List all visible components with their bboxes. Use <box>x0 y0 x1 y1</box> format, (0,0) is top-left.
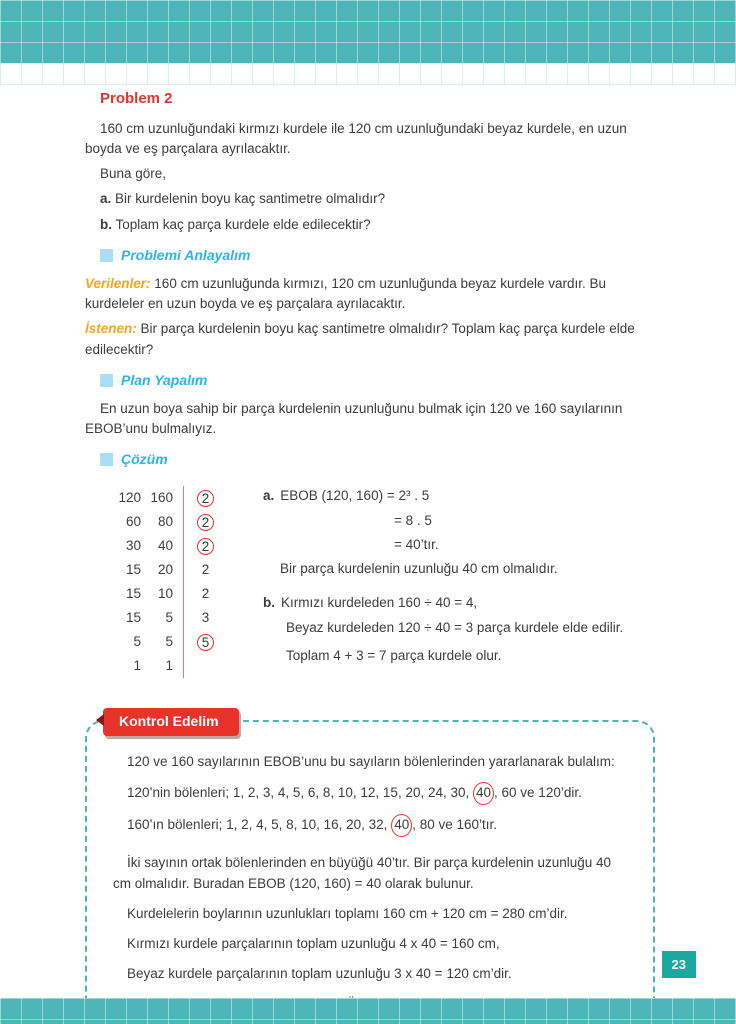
divisor-cell <box>183 558 227 582</box>
check-p2 <box>113 782 627 805</box>
dividend-right: 20 <box>157 562 173 578</box>
plan-text: En uzun boya sahip bir parça kurdelenin uzunluğunu bulmak için 120 ve 160 sayılarının EBOB’unu bulmalıyız. <box>85 400 623 436</box>
divisor: 3 <box>201 610 210 626</box>
problem-lead-in: Buna göre, <box>100 166 167 181</box>
part-a-line3: = 40’tır. <box>394 536 439 552</box>
circled-gcd-value: 40 <box>391 814 412 837</box>
problem-intro: 160 cm uzunluğundaki kırmızı kurdele ile 120 cm uzunluğundaki beyaz kurdele, en uzun boyda ve eş parçalara ayrılacaktır. <box>85 120 627 156</box>
dividend-right: 5 <box>165 634 173 650</box>
check-p2-after: , 60 ve 120’dir. <box>494 785 582 801</box>
factor-table-row <box>107 630 245 654</box>
page-content <box>85 88 655 1024</box>
bottom-grid-decoration <box>0 998 736 1024</box>
dividend-right: 10 <box>157 586 173 602</box>
item-a-text: Bir kurdelenin boyu kaç santimetre olmalıdır? <box>115 191 386 207</box>
check-title-ribbon <box>103 708 239 736</box>
dividend-right: 1 <box>165 658 173 674</box>
problem-item-b <box>85 215 655 235</box>
section-plan <box>85 370 655 391</box>
circled-gcd-value: 40 <box>473 782 494 805</box>
divisor-cell <box>183 630 227 654</box>
wanted-label: İstenen: <box>85 321 137 337</box>
dividend-left: 15 <box>125 586 141 602</box>
given-label: Verilenler: <box>85 275 151 291</box>
dividend-left: 5 <box>133 634 141 650</box>
dividend-right: 160 <box>150 490 173 506</box>
dividend-right: 40 <box>157 538 173 554</box>
check-p7: Beyaz kurdele parçalarının toplam uzunluğu 3 x 40 = 120 cm’dir. <box>127 965 512 981</box>
top-grid-fade <box>0 63 736 85</box>
part-b-line1 <box>263 593 655 613</box>
factor-table-row <box>107 654 245 678</box>
top-grid-decoration <box>0 0 736 63</box>
factor-table-row <box>107 606 245 630</box>
section-plan-title: Plan Yapalım <box>121 371 208 388</box>
factor-table <box>107 486 245 678</box>
circled-divisor: 2 <box>197 514 214 531</box>
given-text: 160 cm uzunluğunda kırmızı, 120 cm uzunluğunda beyaz kurdele vardır. Bu kurdeleler en uzun boyda ve eş parçalara ayrılacaktır. <box>85 275 607 311</box>
part-a-line1 <box>263 486 655 506</box>
check-p5: Kurdelelerin boylarının uzunlukları toplamı 160 cm + 120 cm = 280 cm’dir. <box>127 905 568 921</box>
part-b-line2: Beyaz kurdeleden 120 ÷ 40 = 3 parça kurdele elde edilir. <box>286 619 624 635</box>
dividend-left: 30 <box>125 538 141 554</box>
section-understand <box>85 245 655 266</box>
check-p3-after: , 80 ve 160’tır. <box>412 817 498 833</box>
dividend-right: 5 <box>165 610 173 626</box>
factor-table-row <box>107 534 245 558</box>
factor-table-row <box>107 558 245 582</box>
check-p3 <box>113 814 627 837</box>
dividend-left: 15 <box>125 562 141 578</box>
section-bullet-icon <box>100 374 113 387</box>
item-b-text: Toplam kaç parça kurdele elde edilecektir? <box>115 216 371 232</box>
check-title: Kontrol Edelim <box>119 713 219 730</box>
divisor-cell <box>183 582 227 606</box>
check-p1: 120 ve 160 sayılarının EBOB’unu bu sayıların bölenlerinden yararlanarak bulalım: <box>127 754 615 770</box>
part-a-line2: = 8 . 5 <box>394 512 432 528</box>
section-bullet-icon <box>100 249 113 262</box>
check-p2-before: 120’nin bölenleri; 1, 2, 3, 4, 5, 6, 8, 10, 12, 15, 20, 24, 30, <box>127 785 473 801</box>
item-b-label: b. <box>100 216 112 232</box>
dividend-left: 15 <box>125 610 141 626</box>
problem-title: Problem 2 <box>100 90 173 107</box>
section-solution-title: Çözüm <box>121 451 168 468</box>
page-number: 23 <box>662 951 696 979</box>
factor-table-row <box>107 510 245 534</box>
solution-steps <box>245 486 655 678</box>
divisor-cell <box>183 534 227 558</box>
divisor: 2 <box>201 562 210 578</box>
section-understand-title: Problemi Anlayalım <box>121 246 251 263</box>
divisor-cell <box>183 510 227 534</box>
part-a-label: a. <box>263 488 275 504</box>
dividend-left: 60 <box>125 514 141 530</box>
factor-table-row <box>107 582 245 606</box>
section-bullet-icon <box>100 453 113 466</box>
part-b-red-ribbon: Kırmızı kurdeleden 160 ÷ 40 = 4, <box>281 595 478 611</box>
section-solution <box>85 449 655 470</box>
divisor: 2 <box>201 586 210 602</box>
circled-divisor: 2 <box>197 490 214 507</box>
item-a-label: a. <box>100 191 112 207</box>
part-b-line3: Toplam 4 + 3 = 7 parça kurdele olur. <box>286 647 502 663</box>
dividend-left: 120 <box>118 490 141 506</box>
factor-table-row <box>107 486 245 510</box>
check-p6: Kırmızı kurdele parçalarının toplam uzunluğu 4 x 40 = 160 cm, <box>127 935 500 951</box>
dividend-right: 80 <box>157 514 173 530</box>
check-p3-before: 160’ın bölenleri; 1, 2, 4, 5, 8, 10, 16, 20, 32, <box>127 817 392 833</box>
check-section <box>85 713 655 1024</box>
problem-item-a <box>85 189 655 209</box>
part-a-note: Bir parça kurdelenin uzunluğu 40 cm olmalıdır. <box>280 561 558 576</box>
dividend-left: 1 <box>133 658 141 674</box>
part-a-equation: EBOB (120, 160) = 2³ . 5 <box>280 488 430 504</box>
wanted-paragraph <box>85 319 655 360</box>
circled-divisor: 2 <box>197 538 214 555</box>
check-p4: İki sayının ortak bölenlerinden en büyüğü 40’tır. Bir parça kurdelenin uzunluğu 40 cm olmalıdır. Buradan EBOB (120, 160) = 40 olarak bulunur. <box>113 855 612 891</box>
solution-area <box>85 486 655 678</box>
divisor-cell <box>183 654 227 678</box>
given-paragraph <box>85 274 655 315</box>
circled-divisor: 5 <box>197 634 214 651</box>
wanted-text: Bir parça kurdelenin boyu kaç santimetre olmalıdır? Toplam kaç parça kurdele elde edilecektir? <box>85 321 635 357</box>
part-b-label: b. <box>263 595 275 611</box>
divisor-cell <box>183 606 227 630</box>
divisor-cell <box>183 486 227 510</box>
